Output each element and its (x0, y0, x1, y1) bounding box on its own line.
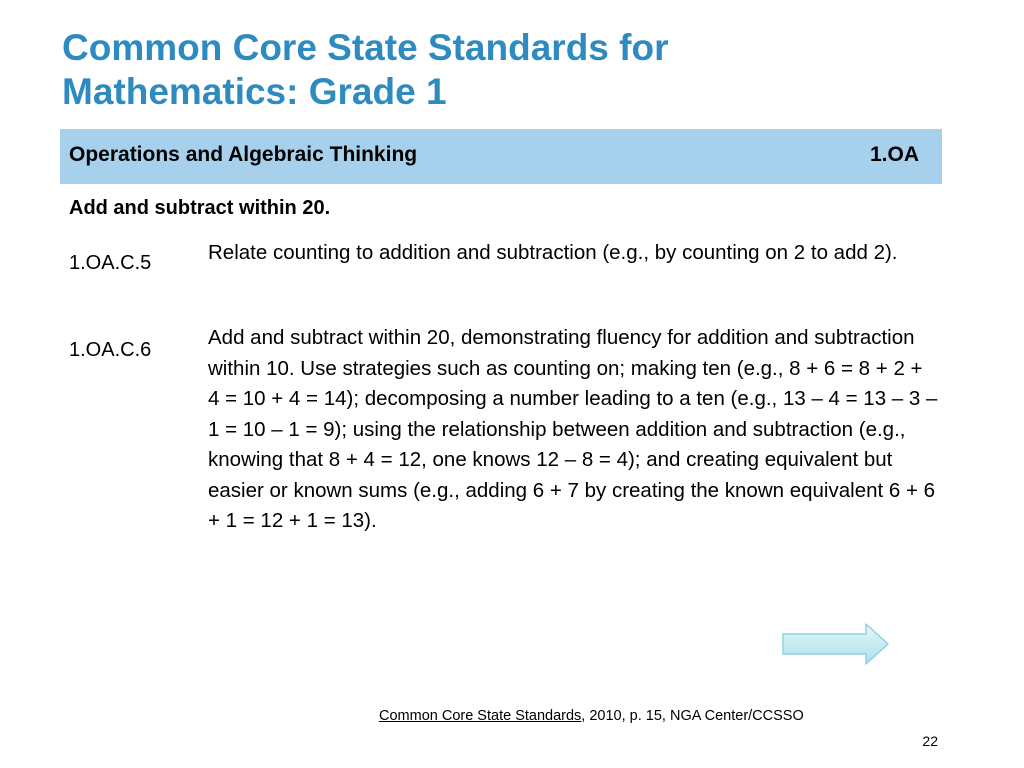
domain-code: 1.OA (869, 143, 919, 166)
slide-title-line-1: Common Core State Standards for (62, 27, 669, 68)
standard-text: Add and subtract within 20, demonstrating fluency for addition and subtraction within 10. Use strategies such as counting on; making ten (e.g., 8 + 6 = 8 + 2 + 4 = 10 + 4 = 14); decomposing a number leading to a ten (e.g., 13 – 4 = 13 – 3 – 1 = 10 – 1 = 9); using the relationship between addition and subtraction (e.g., knowing that 8 + 4 = 12, one knows 12 – 8 = 4); and creating equivalent but easier or known sums (e.g., adding 6 + 7 by creating the known equivalent 6 + 6 + 1 = 12 + 1 = 13). (208, 326, 938, 532)
right-arrow-icon (780, 620, 892, 668)
source-citation (379, 706, 804, 726)
slide-title (62, 26, 962, 114)
domain-name: Operations and Algebraic Thinking (69, 143, 418, 166)
standard-text: Relate counting to addition and subtraction (e.g., by counting on 2 to add 2). (208, 241, 898, 264)
page-number: 22 (922, 733, 938, 749)
cluster-heading: Add and subtract within 20. (69, 197, 331, 219)
standard-code: 1.OA.C.6 (69, 339, 152, 361)
domain-header-band (60, 129, 942, 184)
standard-code: 1.OA.C.5 (69, 252, 152, 274)
next-slide-button[interactable] (780, 620, 892, 668)
slide-title-line-2: Mathematics: Grade 1 (62, 71, 447, 112)
citation-link[interactable]: Common Core State Standards (379, 708, 582, 724)
citation-details: , 2010, p. 15, NGA Center/CCSSO (581, 708, 804, 724)
